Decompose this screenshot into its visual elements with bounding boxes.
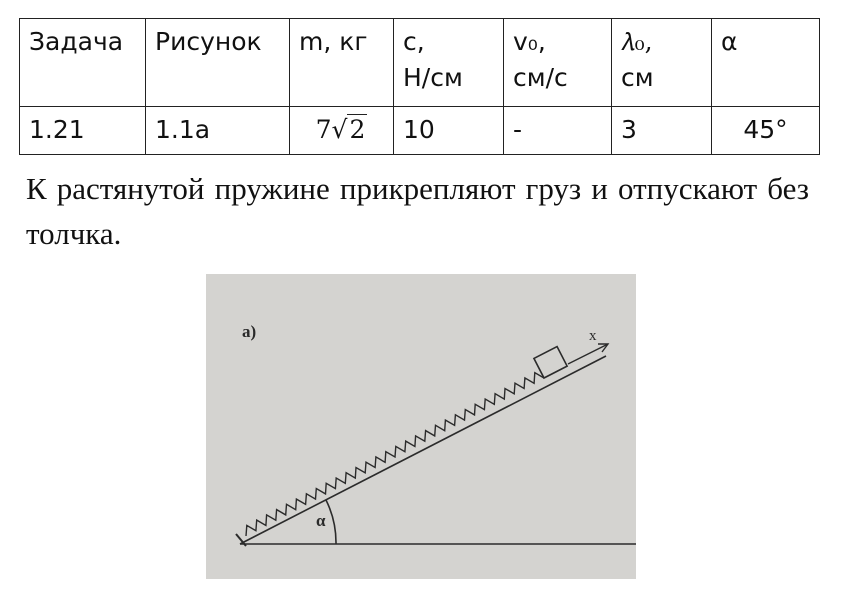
table-row: [20, 107, 820, 155]
spring-zigzag: [246, 373, 544, 536]
x-axis-label: x: [589, 328, 597, 344]
incline-line: [240, 356, 606, 544]
cell-stiffness: 10: [394, 107, 504, 155]
figure-incline-spring: [206, 274, 636, 579]
cell-extension: 3: [612, 107, 712, 155]
header-extension-unit: см: [621, 63, 654, 92]
cell-task: 1.21: [20, 107, 146, 155]
header-figure: Рисунок: [146, 19, 290, 107]
cell-angle: 45°: [712, 107, 820, 155]
problem-statement: К растянутой пружине прикрепляют груз и отпускают без толчка.: [26, 171, 809, 251]
incline-diagram: [206, 274, 636, 579]
cell-figure: 1.1а: [146, 107, 290, 155]
mass-coefficient: 7: [315, 115, 332, 144]
header-extension: [612, 19, 712, 107]
header-velocity-name: v₀,: [513, 27, 546, 56]
header-stiffness: [394, 19, 504, 107]
header-extension-name: 𝜆₀,: [621, 27, 653, 56]
figure-label: а): [242, 322, 257, 341]
x-axis-arrow: [568, 344, 608, 364]
cell-velocity: -: [504, 107, 612, 155]
mass-block: [534, 347, 567, 378]
header-stiffness-name: c,: [403, 27, 425, 56]
cell-mass: [290, 107, 394, 155]
task-parameters-table: [19, 18, 820, 155]
header-velocity-unit: см/с: [513, 63, 568, 92]
header-mass: m, кг: [290, 19, 394, 107]
angle-arc: [326, 500, 336, 544]
header-task: Задача: [20, 19, 146, 107]
sqrt-sign: √: [331, 115, 348, 144]
header-angle: α: [712, 19, 820, 107]
header-velocity: [504, 19, 612, 107]
table-header-row: [20, 19, 820, 107]
angle-label: α: [316, 511, 326, 530]
header-stiffness-unit: Н/см: [403, 63, 463, 92]
mass-radicand: 2: [349, 115, 366, 144]
